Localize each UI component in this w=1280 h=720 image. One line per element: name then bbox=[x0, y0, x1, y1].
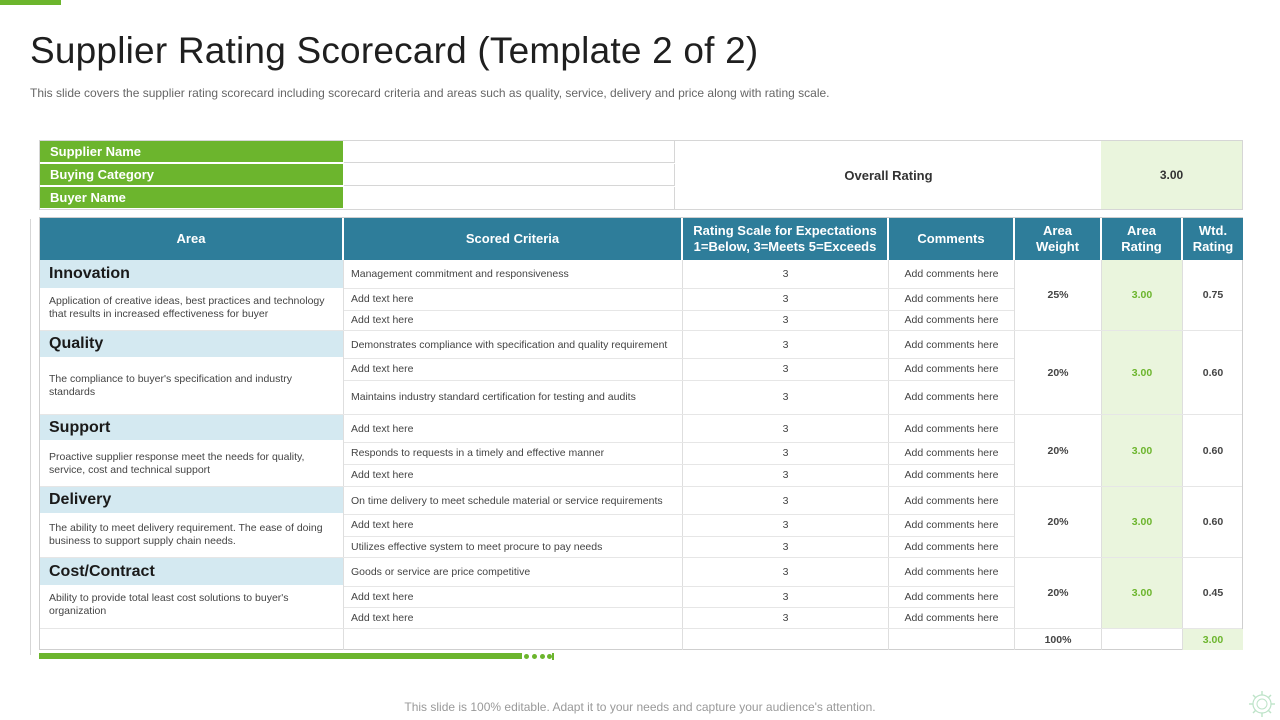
header-area-rating-text bbox=[1121, 223, 1161, 255]
comments-cell[interactable]: Add comments here bbox=[904, 338, 999, 351]
rating-scale-cell[interactable]: 3 bbox=[782, 519, 789, 531]
scorecard-table bbox=[39, 217, 1243, 650]
area-title: Cost/Contract bbox=[40, 558, 343, 585]
rating-scale-cell[interactable]: 3 bbox=[782, 566, 789, 578]
top-accent-bar bbox=[0, 0, 61, 5]
header-area-weight bbox=[1015, 218, 1101, 260]
supplier-info-block bbox=[39, 140, 1243, 210]
area-weight-value: 20% bbox=[1047, 516, 1069, 528]
area-divider bbox=[40, 628, 1242, 629]
comments-cell[interactable]: Add comments here bbox=[904, 447, 999, 459]
comments-cell[interactable]: Add comments here bbox=[904, 363, 999, 375]
rating-scale-cell[interactable]: 3 bbox=[782, 268, 789, 280]
scored-criteria-cell[interactable]: Add text here bbox=[351, 293, 414, 305]
buyer-name-label: Buyer Name bbox=[40, 187, 343, 209]
header-wtd-rating-text bbox=[1193, 223, 1233, 255]
area-rating-value: 3.00 bbox=[1102, 558, 1182, 628]
area-rating-value: 3.00 bbox=[1102, 260, 1182, 330]
area-description: The compliance to buyer's specification and industry standards bbox=[49, 373, 293, 398]
progress-bar bbox=[39, 653, 522, 659]
row-divider bbox=[344, 288, 1014, 289]
comments-cell[interactable]: Add comments here bbox=[904, 590, 999, 603]
progress-dot bbox=[524, 654, 529, 659]
rating-scale-cell[interactable]: 3 bbox=[782, 447, 789, 459]
rating-scale-cell[interactable]: 3 bbox=[782, 314, 789, 326]
progress-dot bbox=[540, 654, 545, 659]
supplier-name-field[interactable] bbox=[344, 141, 675, 163]
total-wtd-rating: 3.00 bbox=[1183, 629, 1243, 650]
area-description: The ability to meet delivery requirement. The ease of doing business to support supply chain needs. bbox=[49, 522, 323, 547]
header-weight-line2: Weight bbox=[1035, 239, 1080, 254]
rating-scale-cell[interactable]: 3 bbox=[782, 540, 789, 553]
header-area-rating bbox=[1102, 218, 1182, 260]
progress-dot bbox=[532, 654, 537, 659]
buyer-name-field[interactable] bbox=[344, 187, 675, 209]
rating-scale-cell[interactable]: 3 bbox=[782, 469, 789, 481]
row-divider bbox=[344, 514, 1014, 515]
area-weight-value: 20% bbox=[1047, 587, 1069, 599]
overall-rating-label: Overall Rating bbox=[844, 167, 933, 183]
page-title: Supplier Rating Scorecard (Template 2 of 2) bbox=[30, 30, 759, 71]
area-description: Application of creative ideas, best practices and technology that results in increased effectiveness for buyer bbox=[49, 295, 325, 320]
wtd-rating-value: 0.60 bbox=[1202, 366, 1224, 379]
row-divider bbox=[344, 310, 1014, 311]
scored-criteria-cell[interactable]: Management commitment and responsiveness bbox=[351, 268, 569, 280]
comments-cell[interactable]: Add comments here bbox=[904, 293, 999, 305]
comments-cell[interactable]: Add comments here bbox=[904, 611, 999, 624]
area-title: Delivery bbox=[40, 487, 343, 513]
wtd-rating-value: 0.75 bbox=[1202, 289, 1224, 301]
comments-cell[interactable]: Add comments here bbox=[904, 566, 999, 578]
row-divider bbox=[344, 586, 1014, 587]
row-divider bbox=[344, 464, 1014, 465]
header-criteria-text: Scored Criteria bbox=[465, 231, 560, 246]
comments-cell[interactable]: Add comments here bbox=[904, 469, 999, 481]
scored-criteria-cell[interactable]: Utilizes effective system to meet procure to pay needs bbox=[351, 540, 603, 553]
rating-scale-cell[interactable]: 3 bbox=[782, 590, 789, 603]
scored-criteria-cell[interactable]: Add text here bbox=[351, 363, 414, 375]
row-divider bbox=[344, 536, 1014, 537]
rating-scale-cell[interactable]: 3 bbox=[782, 422, 789, 435]
buying-category-label: Buying Category bbox=[40, 164, 343, 186]
progress-end-tick bbox=[552, 653, 554, 660]
supplier-name-label: Supplier Name bbox=[40, 141, 343, 163]
rating-scale-cell[interactable]: 3 bbox=[782, 338, 789, 351]
gear-outline-icon bbox=[1248, 690, 1276, 718]
comments-cell[interactable]: Add comments here bbox=[904, 391, 999, 403]
header-wtd-line1: Wtd. bbox=[1198, 223, 1228, 238]
scored-criteria-cell[interactable]: On time delivery to meet schedule material or service requirements bbox=[351, 494, 663, 507]
header-rating-scale-text bbox=[693, 223, 877, 255]
header-area bbox=[40, 218, 343, 260]
header-scale-line1: Rating Scale for Expectations bbox=[693, 223, 877, 238]
row-divider bbox=[344, 442, 1014, 443]
header-area-weight-text bbox=[1036, 223, 1079, 255]
scored-criteria-cell[interactable]: Maintains industry standard certification for testing and audits bbox=[351, 391, 636, 403]
header-weight-line1: Area bbox=[1043, 223, 1072, 238]
wtd-rating-value: 0.60 bbox=[1202, 516, 1224, 528]
overall-rating-value: 3.00 bbox=[1101, 141, 1242, 209]
wtd-rating-value: 0.45 bbox=[1202, 587, 1224, 599]
header-wtd-rating bbox=[1183, 218, 1243, 260]
rating-scale-cell[interactable]: 3 bbox=[782, 363, 789, 375]
scored-criteria-cell[interactable]: Demonstrates compliance with specification and quality requirement bbox=[351, 338, 668, 351]
row-divider bbox=[344, 607, 1014, 608]
area-description: Ability to provide total least cost solutions to buyer's organization bbox=[49, 592, 289, 617]
area-rating-value: 3.00 bbox=[1102, 487, 1182, 557]
comments-cell[interactable]: Add comments here bbox=[904, 519, 999, 531]
header-arating-line2: Rating bbox=[1121, 239, 1162, 254]
table-frame-line bbox=[30, 219, 31, 655]
header-arating-line1: Area bbox=[1127, 223, 1156, 238]
scored-criteria-cell[interactable]: Goods or service are price competitive bbox=[351, 566, 531, 578]
comments-cell[interactable]: Add comments here bbox=[904, 494, 999, 507]
header-area-text: Area bbox=[176, 231, 206, 246]
page-subtitle: This slide covers the supplier rating scorecard including scorecard criteria and areas such as quality, service, delivery and price along with rating scale. bbox=[30, 86, 830, 100]
row-divider bbox=[344, 358, 1014, 359]
scored-criteria-cell[interactable]: Add text here bbox=[351, 422, 414, 435]
buying-category-field[interactable] bbox=[344, 164, 675, 186]
area-weight-value: 25% bbox=[1047, 289, 1069, 301]
row-divider bbox=[344, 380, 1014, 381]
comments-cell[interactable]: Add comments here bbox=[904, 314, 999, 326]
header-comments bbox=[889, 218, 1014, 260]
area-title: Quality bbox=[40, 331, 343, 357]
scored-criteria-cell[interactable]: Add text here bbox=[351, 590, 414, 603]
scored-criteria-cell[interactable]: Responds to requests in a timely and effective manner bbox=[351, 447, 605, 459]
scored-criteria-cell[interactable]: Add text here bbox=[351, 611, 414, 624]
area-rating-value: 3.00 bbox=[1102, 331, 1182, 414]
rating-scale-cell[interactable]: 3 bbox=[782, 293, 789, 305]
area-description: Proactive supplier response meet the needs for quality, service, cost and technical support bbox=[49, 451, 305, 476]
header-scale-line2: 1=Below, 3=Meets 5=Exceeds bbox=[693, 239, 877, 254]
header-wtd-line2: Rating bbox=[1192, 239, 1234, 254]
column-divider bbox=[343, 260, 344, 650]
total-area-weight: 100% bbox=[1044, 633, 1072, 646]
header-comments-text: Comments bbox=[917, 231, 985, 246]
rating-scale-cell[interactable]: 3 bbox=[782, 611, 789, 624]
scored-criteria-cell[interactable]: Add text here bbox=[351, 519, 414, 531]
footer-note: This slide is 100% editable. Adapt it to your needs and capture your audience's attention. bbox=[404, 700, 876, 714]
header-rating-scale bbox=[683, 218, 888, 260]
rating-scale-cell[interactable]: 3 bbox=[782, 494, 789, 507]
comments-cell[interactable]: Add comments here bbox=[904, 422, 999, 435]
comments-cell[interactable]: Add comments here bbox=[904, 268, 999, 280]
scored-criteria-cell[interactable]: Add text here bbox=[351, 469, 414, 481]
wtd-rating-value: 0.60 bbox=[1202, 444, 1224, 457]
rating-scale-cell[interactable]: 3 bbox=[782, 391, 789, 403]
comments-cell[interactable]: Add comments here bbox=[904, 540, 999, 553]
area-title: Innovation bbox=[40, 260, 343, 288]
header-scored-criteria bbox=[344, 218, 682, 260]
area-rating-value: 3.00 bbox=[1102, 415, 1182, 486]
area-title: Support bbox=[40, 415, 343, 440]
area-weight-value: 20% bbox=[1047, 444, 1069, 457]
scored-criteria-cell[interactable]: Add text here bbox=[351, 314, 414, 326]
area-weight-value: 20% bbox=[1047, 366, 1069, 379]
